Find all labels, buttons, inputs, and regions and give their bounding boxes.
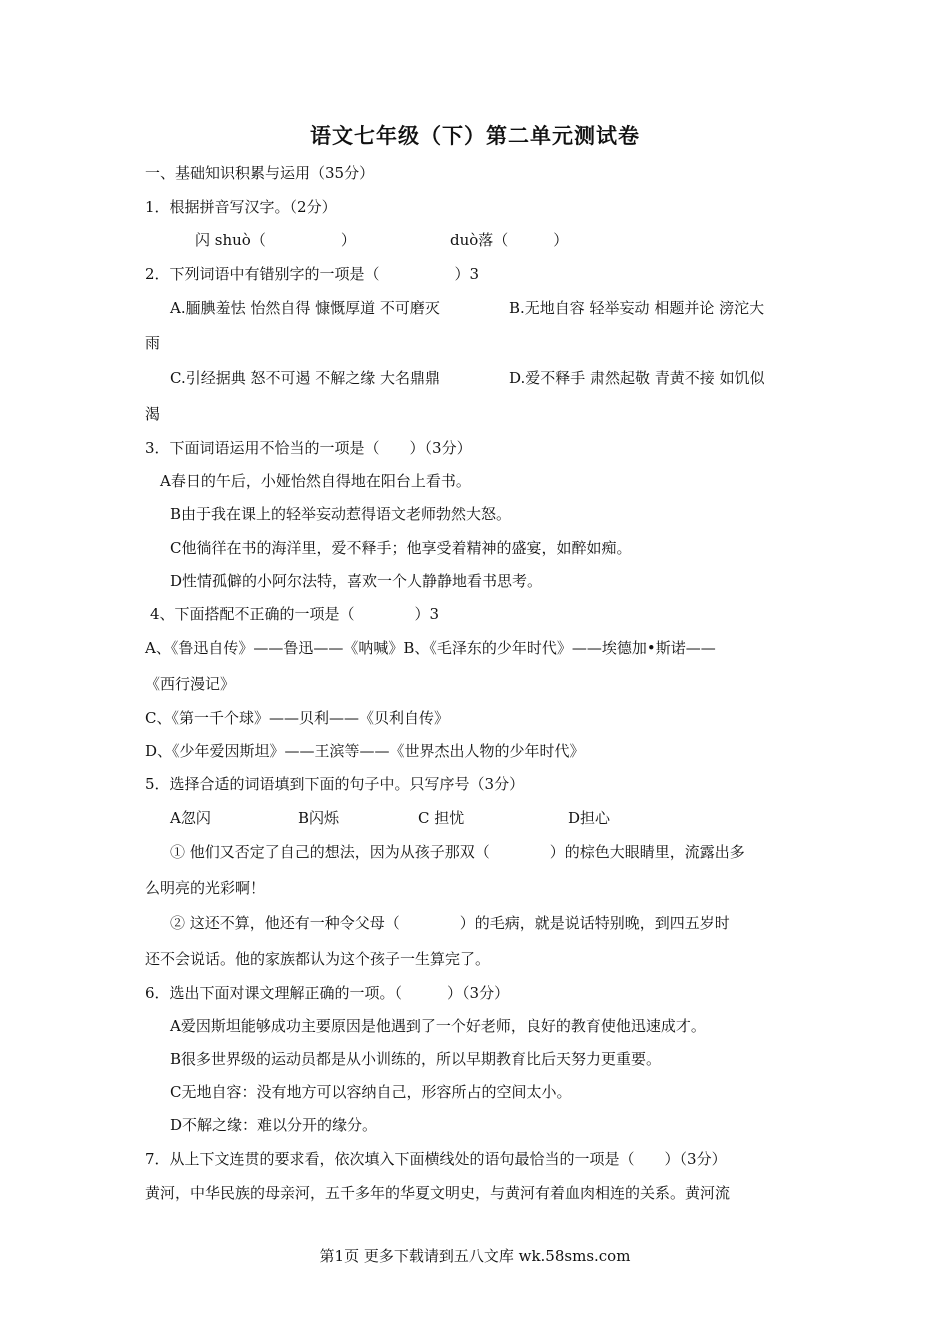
sentence-2-wrap: 还不会说话。他的家族都认为这个孩子一生算完了。 <box>145 950 491 968</box>
option-2d-wrap: 渴 <box>145 405 161 423</box>
option-3c: C他徜徉在书的海洋里，爱不释手；他享受着精神的盛宴，如醉如痴。 <box>170 539 632 557</box>
option-2c: C.引经据典 怒不可遏 不解之缘 大名鼎鼎 <box>170 369 441 387</box>
question-5: 5．选择合适的词语填到下面的句子中。只写序号（3分） <box>145 775 525 793</box>
option-6c: C无地自容：没有地方可以容纳自己，形容所占的空间太小。 <box>170 1083 572 1101</box>
option-3d: D性情孤僻的小阿尔法特，喜欢一个人静静地看书思考。 <box>170 572 543 590</box>
sentence-1-wrap: 么明亮的光彩啊！ <box>145 879 266 897</box>
word-choice-d: D担心 <box>568 809 611 827</box>
page-footer: 第1页 更多下载请到五八文库 wk.58sms.com <box>319 1247 631 1265</box>
option-4d: D、《少年爱因斯坦》——王滨等——《世界杰出人物的少年时代》 <box>145 742 585 760</box>
option-6b: B很多世界级的运动员都是从小训练的，所以早期教育比后天努力更重要。 <box>170 1050 662 1068</box>
option-2b-wrap: 雨 <box>145 334 161 352</box>
option-6a: A爱因斯坦能够成功主要原因是他遇到了一个好老师，良好的教育使他迅速成才。 <box>170 1017 706 1035</box>
option-3a: A春日的午后，小娅怡然自得地在阳台上看书。 <box>160 472 471 490</box>
question-1: 1．根据拼音写汉字。（2分） <box>145 198 337 216</box>
option-2d: D.爱不释手 肃然起敬 青黄不接 如饥似 <box>509 369 765 387</box>
question-3: 3．下面词语运用不恰当的一项是（ ）（3分） <box>145 439 472 457</box>
page-title: 语文七年级（下）第二单元测试卷 <box>310 123 640 148</box>
question-7: 7．从上下文连贯的要求看，依次填入下面横线处的语句最恰当的一项是（ ）（3分） <box>145 1150 727 1168</box>
pinyin-item-1: 闪 shuò（ ） <box>195 231 356 249</box>
option-2b: B.无地自容 轻举妄动 相题并论 滂沱大 <box>509 299 765 317</box>
option-2a: A.腼腆羞怯 怡然自得 慷慨厚道 不可磨灭 <box>170 299 440 317</box>
word-choice-b: B闪烁 <box>298 809 340 827</box>
sentence-2: ② 这还不算，他还有一种令父母（ ）的毛病，就是说话特别晚，到四五岁时 <box>170 914 730 932</box>
question-2: 2．下列词语中有错别字的一项是（ ）3 <box>145 265 480 283</box>
word-choice-c: C 担忧 <box>418 809 465 827</box>
question-6: 6．选出下面对课文理解正确的一项。（ ）（3分） <box>145 984 510 1002</box>
sentence-1: ① 他们又否定了自己的想法，因为从孩子那双（ ）的棕色大眼睛里，流露出多 <box>170 843 745 861</box>
option-6d: D不解之缘：难以分开的缘分。 <box>170 1116 378 1134</box>
option-4ab: A、《鲁迅自传》——鲁迅——《呐喊》B、《毛泽东的少年时代》——埃德加•斯诺—— <box>145 639 716 657</box>
passage-line: 黄河，中华民族的母亲河，五千多年的华夏文明史，与黄河有着血肉相连的关系。黄河流 <box>145 1184 731 1202</box>
question-4: 4、下面搭配不正确的一项是（ ）3 <box>150 605 440 623</box>
option-3b: B由于我在课上的轻举妄动惹得语文老师勃然大怒。 <box>170 505 512 523</box>
word-choice-a: A忽闪 <box>170 809 211 827</box>
pinyin-item-2: duò落（ ） <box>450 231 569 249</box>
section-heading: 一、基础知识积累与运用（35分） <box>145 164 375 182</box>
option-4c: C、《第一千个球》——贝利——《贝利自传》 <box>145 709 449 727</box>
option-4b-wrap: 《西行漫记》 <box>145 675 236 693</box>
